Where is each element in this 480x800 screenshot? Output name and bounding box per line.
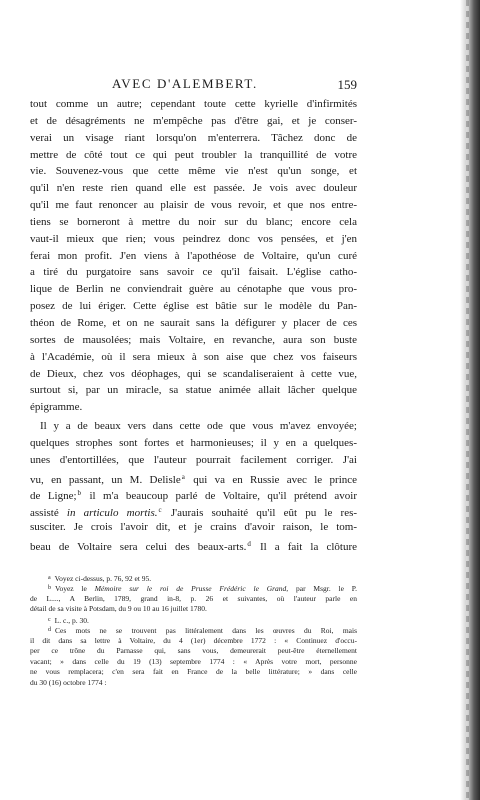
text-line — [30, 536, 357, 553]
text-line: vie. Souvenez-vous que cette même vie n'est qu'un songe, et — [30, 165, 357, 178]
footnote-ref-b[interactable]: b — [77, 489, 82, 498]
footnote-ref-c[interactable]: c — [158, 506, 162, 515]
text-line: verai un visage riant lorsqu'on m'enterrera. Tâchez donc de — [30, 131, 357, 144]
text-line: surtout si, par un miracle, sa statue animée allait lâcher quelque — [30, 384, 357, 397]
footnote-mark: b — [48, 585, 51, 592]
text-line: susciter. Je crois l'avoir dit, et je crains d'avoir raison, le tom- — [30, 521, 357, 534]
text-line: quelques strophes sont fortes et harmonieuses; il y en a quelques- — [30, 436, 357, 449]
footnote-d — [30, 625, 357, 636]
footnote-text: Ces mots ne se trouvent pas littéralement dans les œuvres du Roi, mais — [55, 626, 357, 636]
footnote-line: vacant; » dans celle du 19 (13) septembre 1774 : « Après votre mort, personne — [30, 656, 357, 666]
book-page — [30, 74, 357, 688]
footnote-line: per ce trône du Parnasse qui, sans vous, demeurerait peut-être éternellement — [30, 646, 357, 656]
text-line: ferai mon profit. J'en viens à l'apothéose de Voltaire, qu'un curé — [30, 249, 357, 262]
text-line: qu'il me faut renoncer au plaisir de vous revoir, et que nos entre- — [30, 199, 357, 212]
text-span: assisté — [30, 507, 59, 520]
text-span: Il a fait la clôture — [259, 540, 357, 553]
footnote-line: ne vous remplacera; c'en sera fait en France de la belle littérature; » dans celle — [30, 667, 357, 677]
footnote-c — [30, 615, 357, 626]
footnote-b — [30, 583, 357, 594]
text-span: il m'a beaucoup parlé de Voltaire, qu'il prétend avoir — [89, 490, 357, 503]
footnote-text: L. c., p. 30. — [54, 615, 89, 625]
text-line: tout comme un autre; cependant toute cette kyrielle d'infirmités — [30, 98, 357, 110]
text-line: posez de lui ériger. Cette église est bâtie sur le modèle du Pan- — [30, 300, 357, 313]
text-span: beau de Voltaire sera celui des beaux-arts. — [30, 540, 247, 553]
text-line: théon de Rome, et on ne saurait sans la défigurer y placer de ces — [30, 316, 357, 329]
footnote-ref-d[interactable]: d — [247, 539, 251, 548]
footnote-mark: c — [48, 616, 51, 623]
text-line: qu'il n'en reste rien quand elle est passée. Je vois avec douleur — [30, 182, 357, 195]
footnote-line: il dit dans sa lettre à Voltaire, du 4 (1er) décembre 1772 : « Continuez d'occu- — [30, 635, 357, 645]
italic-latin-phrase: in articulo mortis. — [66, 507, 158, 520]
page-number: 159 — [337, 77, 357, 92]
text-line — [30, 485, 357, 502]
footnotes-block — [30, 573, 357, 689]
text-span: J'aurais souhaité qu'il eût pu le res- — [170, 507, 358, 520]
text-line: lique de Berlin ne conviendrait guère au cénotaphe que vous pro- — [30, 283, 357, 296]
footnote-text: par Msgr. le P. — [296, 584, 357, 594]
text-line: et de désagréments ne m'empêche pas d'être gai, et je conser- — [30, 114, 357, 127]
footnote-line: de L...., A Berlin, 1789, grand in-8, p. 26 et suivantes, où l'auteur parle en — [30, 593, 357, 603]
text-span: qui va en Russie avec le prince — [193, 473, 358, 486]
footnote-line: du 30 (16) octobre 1774 : — [30, 677, 107, 687]
paragraph-1 — [30, 96, 357, 416]
text-line: a tiré du purgatoire sans savoir ce qu'il faisait. L'église catho- — [30, 266, 357, 279]
text-line: Il y a de beaux vers dans cette ode que vous m'avez envoyée; — [40, 420, 357, 433]
text-line: épigramme. — [30, 401, 83, 414]
footnote-line: détail de sa visite à Potsdam, du 9 ou 10 au 16 juillet 1780. — [30, 604, 207, 614]
footnote-book-title: Mémoire sur le roi de Prusse Frédéric le Grand, — [94, 584, 289, 594]
text-line: vaut-il mieux que rien; vous peindrez donc vos pensées, et j'en — [30, 232, 357, 245]
footnote-text: Voyez ci-dessus, p. 76, 92 et 95. — [54, 573, 152, 583]
text-line: mettre de côté tout ce qui peut troubler la tranquillité de votre — [30, 148, 357, 161]
page-header — [30, 74, 357, 96]
paragraph-2 — [30, 418, 357, 553]
text-line: sortes de mausolées; mais Voltaire, en revanche, aura son buste — [30, 333, 357, 346]
footnote-ref-a[interactable]: a — [181, 472, 185, 481]
running-head: AVEC D'ALEMBERT. — [112, 76, 258, 91]
text-span: vu, en passant, un M. Delisle — [30, 473, 181, 486]
text-line — [30, 469, 357, 486]
text-span: de Ligne; — [30, 490, 77, 503]
text-line: à l'Académie, où il sera mieux à son aise que chez vos faiseurs — [30, 350, 357, 363]
text-line: tiens se borneront à mettre du noir sur du blanc; encore cela — [30, 215, 357, 228]
text-line: unes d'entortillées, que l'auteur pourrait facilement corriger. J'ai — [30, 453, 357, 466]
footnote-mark: d — [48, 627, 51, 634]
scan-page-edge-shadow — [460, 0, 480, 800]
text-line: de Dieux, chez vos déophages, qui se scandaliseraient à cette vue, — [30, 367, 357, 380]
text-line — [30, 502, 357, 519]
footnote-mark: a — [48, 574, 51, 581]
footnote-a — [30, 573, 357, 584]
footnote-text: Voyez le — [55, 584, 87, 594]
